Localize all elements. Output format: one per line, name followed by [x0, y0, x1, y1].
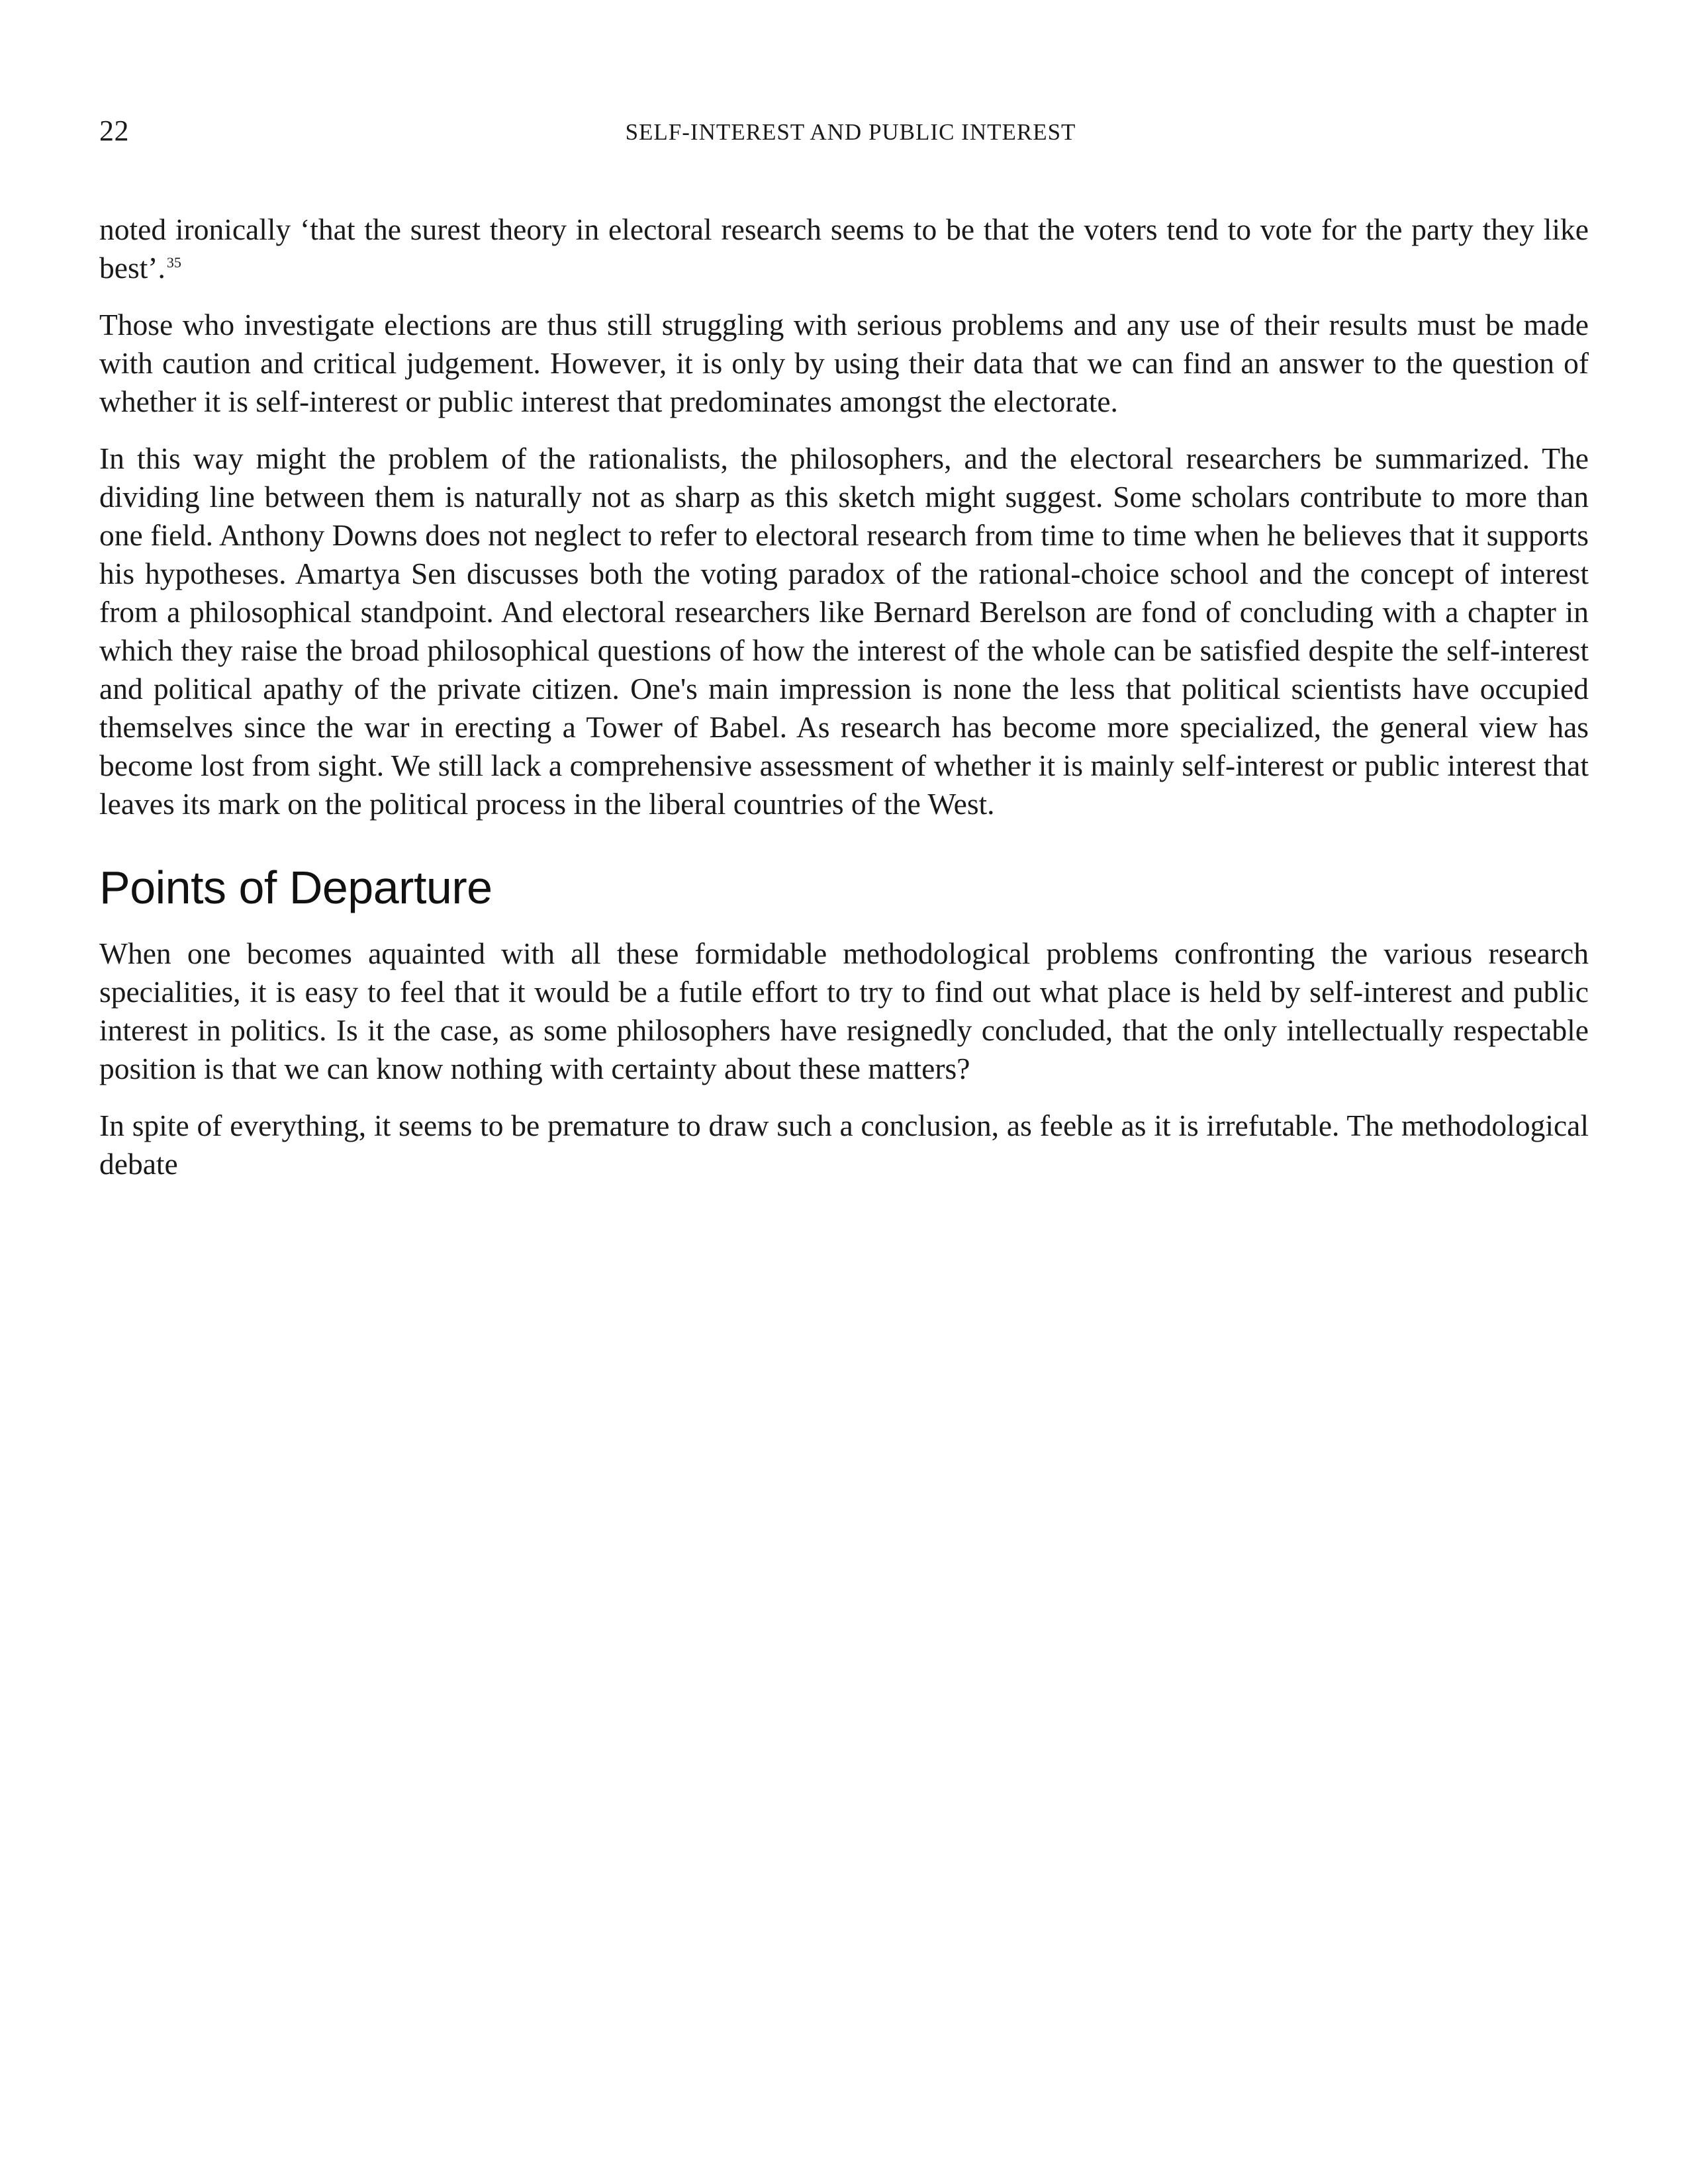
running-header	[99, 111, 1589, 151]
section-heading: Points of Departure	[99, 862, 492, 913]
paragraph-2: Those who investigate elections are thus still struggling with serious problems and any use of their results must be made with caution and critical judgement. However, it is only by using their data that we can find an answer to the question of whether it is self-interest or public interest that predominates amongst the electorate.	[99, 308, 1589, 418]
body-text	[99, 210, 1589, 1202]
paragraph-1-text: noted ironically ‘that the surest theory in electoral research seems to be that the voters tend to vote for the party they like best’.	[99, 212, 1589, 285]
section-paragraph-1: When one becomes aquainted with all these formidable methodological problems confronting the various research specialities, it is easy to feel that it would be a futile effort to try to find out what place is held by self-interest and public interest in politics. Is it the case, as some philosophers have resignedly concluded, that the only intellectually respectable position is that we can know nothing with certainty about these matters?	[99, 936, 1589, 1085]
section-paragraph-2: In spite of everything, it seems to be premature to draw such a conclusion, as feeble as it is irrefutable. The methodological debate	[99, 1109, 1589, 1181]
paragraph-3: In this way might the problem of the rationalists, the philosophers, and the electoral researchers be summarized. The dividing line between them is naturally not as sharp as this sketch might suggest. Some scholars contribute to more than one field. Anthony Downs does not neglect to refer to electoral research from time to time when he believes that it supports his hypotheses. Amartya Sen discusses both the voting paradox of the rational-choice school and the concept of interest from a philosophical standpoint. And electoral researchers like Bernard Berelson are fond of concluding with a chapter in which they raise the broad philosophical questions of how the interest of the whole can be satisfied despite the self-interest and political apathy of the private citizen. One's main impression is none the less that political scientists have occupied themselves since the war in erecting a Tower of Babel. As research has become more specialized, the general view has become lost from sight. We still lack a comprehensive assessment of whether it is mainly self-interest or public interest that leaves its mark on the political process in the liberal countries of the West.	[99, 441, 1589, 821]
paragraph-1	[99, 210, 1589, 287]
page-number: 22	[99, 114, 129, 147]
running-title: SELF-INTEREST AND PUBLIC INTEREST	[625, 119, 1076, 145]
footnote-marker: 35	[166, 253, 181, 271]
